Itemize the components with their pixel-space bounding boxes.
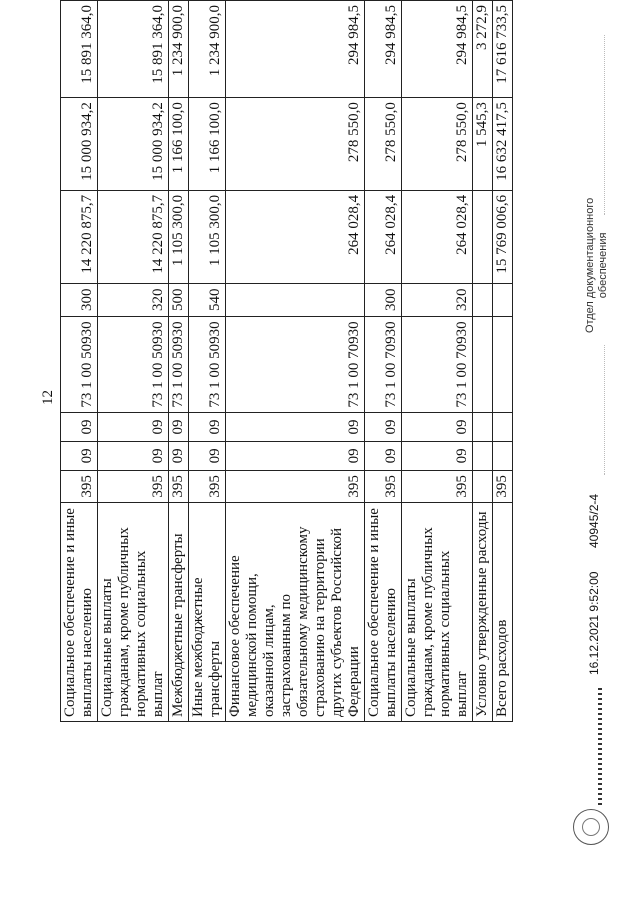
amount-2023: 1 166 100,0 [169,98,189,191]
amount-2023: 278 550,0 [365,98,402,191]
row-name: Межбюджетные трансферты [169,503,189,722]
amount-2024: 15 891 364,0 [98,1,169,98]
pr-code: 09 [169,413,189,442]
vr-code: 540 [189,283,226,316]
ved-code: 395 [169,470,189,502]
rz-code: 09 [169,441,189,470]
rz-code [473,441,493,470]
ved-code: 395 [189,470,226,502]
seal-icon [573,809,609,845]
table-row [61,1,98,722]
amount-2023: 1 166 100,0 [189,98,226,191]
amount-2024: 294 984,5 [402,1,473,98]
pr-code: 09 [226,413,365,442]
rz-code: 09 [365,441,402,470]
amount-2024: 17 616 733,5 [493,1,513,98]
footer-doc-number: 40945/2-4 [587,493,601,548]
scan-barcode-marks [598,685,602,805]
csr-code: 73 1 00 50930 [61,316,98,412]
vr-code: 320 [98,283,169,316]
amount-2023: 278 550,0 [402,98,473,191]
csr-code [473,316,493,412]
rz-code: 09 [402,441,473,470]
pr-code [473,413,493,442]
rz-code: 09 [189,441,226,470]
vr-code: 500 [169,283,189,316]
csr-code: 73 1 00 70930 [402,316,473,412]
amount-2024: 3 272,9 [473,1,493,98]
footer-department [584,198,610,333]
row-name: Социальное обеспечение и иные выплаты населению [61,503,98,722]
table-row [226,1,365,722]
amount-2022: 1 105 300,0 [189,190,226,283]
csr-code: 73 1 00 50930 [169,316,189,412]
pr-code: 09 [365,413,402,442]
amount-2023: 15 000 934,2 [61,98,98,191]
ved-code: 395 [493,470,513,502]
amount-2024: 1 234 900,0 [169,1,189,98]
csr-code: 73 1 00 50930 [189,316,226,412]
pr-code: 09 [402,413,473,442]
table-row [402,1,473,722]
amount-2022: 264 028,4 [402,190,473,283]
amount-2024: 294 984,5 [365,1,402,98]
vr-code: 300 [365,283,402,316]
amount-2022: 1 105 300,0 [169,190,189,283]
amount-2022: 264 028,4 [365,190,402,283]
table-row [189,1,226,722]
ved-code: 395 [98,470,169,502]
amount-2022: 264 028,4 [226,190,365,283]
row-name: Социальные выплаты гражданам, кроме публичных нормативных социальных выплат [98,503,169,722]
amount-2023: 15 000 934,2 [98,98,169,191]
pr-code: 09 [61,413,98,442]
amount-2024: 15 891 364,0 [61,1,98,98]
ved-code: 395 [402,470,473,502]
vr-code: 300 [61,283,98,316]
table-row [365,1,402,722]
row-name: Финансовое обеспечение медицинской помощи, оказанной лицам, застрахованным по обязательному медицинскому страхованию на территории других субъектов Российской Федерации [226,503,365,722]
footer-date: 16.12.2021 9:52:00 [587,571,601,675]
table-row [493,1,513,722]
amount-2022: 14 220 875,7 [98,190,169,283]
amount-2024: 294 984,5 [226,1,365,98]
ved-code: 395 [61,470,98,502]
amount-2024: 1 234 900,0 [189,1,226,98]
table-row [473,1,493,722]
row-name: Всего расходов [493,503,513,722]
amount-2022 [473,190,493,283]
amount-2023: 16 632 417,5 [493,98,513,191]
csr-code: 73 1 00 70930 [365,316,402,412]
amount-2023: 1 545,3 [473,98,493,191]
table-row [98,1,169,722]
vr-code [473,283,493,316]
pr-code [493,413,513,442]
row-name: Условно утвержденные расходы [473,503,493,722]
footer-department-line1: Отдел документационного [584,197,596,333]
vr-code [226,283,365,316]
rz-code: 09 [226,441,365,470]
rz-code: 09 [98,441,169,470]
pr-code: 09 [98,413,169,442]
csr-code: 73 1 00 70930 [226,316,365,412]
scan-artifact-line [604,345,605,475]
row-name: Социальные выплаты гражданам, кроме публичных нормативных социальных выплат [402,503,473,722]
ved-code: 395 [365,470,402,502]
vr-code [493,283,513,316]
budget-table [60,0,513,722]
amount-2022: 15 769 006,6 [493,190,513,283]
row-name: Иные межбюджетные трансферты [189,503,226,722]
pr-code: 09 [189,413,226,442]
rz-code [493,441,513,470]
ved-code [473,470,493,502]
rz-code: 09 [61,441,98,470]
table-row [169,1,189,722]
scan-artifact-line [604,35,605,215]
footer-department-line2: обеспечения [597,232,609,299]
amount-2022: 14 220 875,7 [61,190,98,283]
csr-code: 73 1 00 50930 [98,316,169,412]
ved-code: 395 [226,470,365,502]
csr-code [493,316,513,412]
vr-code: 320 [402,283,473,316]
row-name: Социальное обеспечение и иные выплаты населению [365,503,402,722]
page-number: 12 [40,390,56,405]
amount-2023: 278 550,0 [226,98,365,191]
